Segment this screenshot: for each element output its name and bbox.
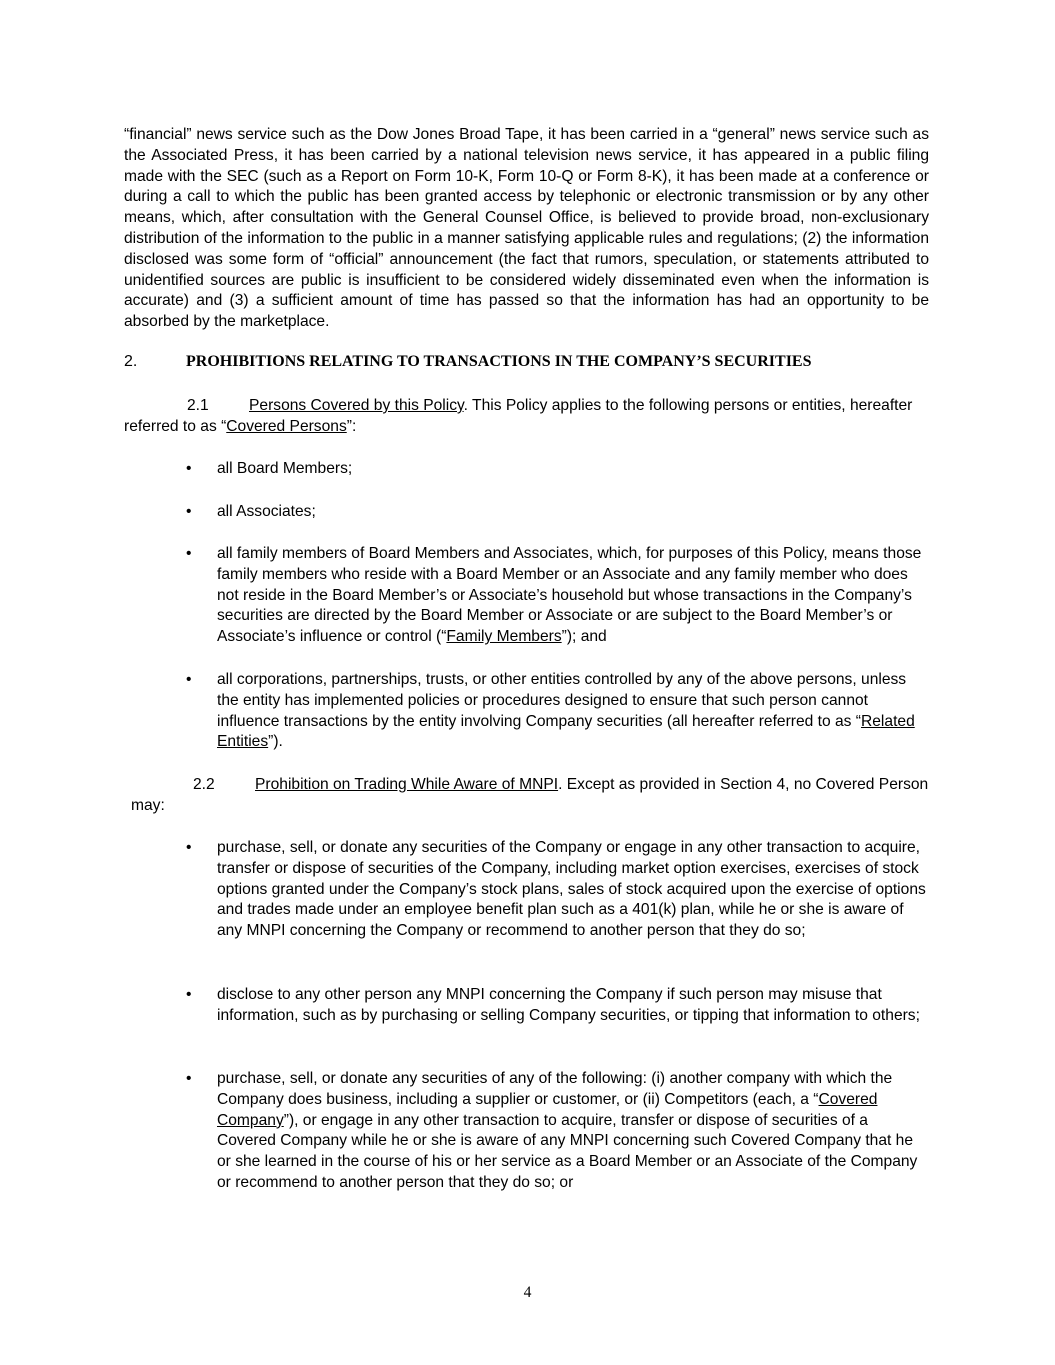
list-item-text <box>217 544 926 648</box>
subsection-heading: Persons Covered by this Policy <box>249 397 464 414</box>
list-item-text: all Board Members; <box>217 460 353 477</box>
item-text-end: ”). <box>268 733 283 751</box>
bullet-icon: • <box>186 1070 192 1087</box>
defined-term: Covered Company <box>217 1090 878 1129</box>
bullet-icon: • <box>186 460 192 477</box>
subsection-text-end: ”: <box>346 417 357 435</box>
subsection-number: 2.1 <box>187 397 209 414</box>
subsection-text: . This Policy applies to the following persons or entities, hereafter referred to as “ <box>124 397 913 435</box>
section-2-1-paragraph <box>124 396 934 438</box>
section-2-heading <box>124 353 924 371</box>
subsection-text: . Except as provided in Section 4, no Covered Person may: <box>131 776 929 814</box>
bullet-icon: • <box>186 839 192 856</box>
section-2-2-paragraph <box>131 775 931 817</box>
item-text: all family members of Board Members and Associates, which, for purposes of this Policy, means those family members who reside with a Board Member or an Associate and any family member who does not reside in the Board Member’s or Associate’s household but whose transactions in the Company’s securities are directed by the Board Member or Associate or are subject to the Board Member’s or Associate’s influence or control (“ <box>217 545 922 646</box>
subsection-number: 2.2 <box>193 776 215 793</box>
item-text: all corporations, partnerships, trusts, or other entities controlled by any of the above persons, unless the entity has implemented policies or procedures designed to ensure that such person cannot influence transactions by the entity involving Company securities (all hereafter referred to as “ <box>217 671 907 730</box>
section-title: PROHIBITIONS RELATING TO TRANSACTIONS IN THE COMPANY’S SECURITIES <box>186 353 812 370</box>
bullet-icon: • <box>186 986 192 1003</box>
item-text-end: ”); and <box>561 628 607 646</box>
intro-paragraph: “financial” news service such as the Dow Jones Broad Tape, it has been carried in a “general” news service such as the Associated Press, it has been carried by a national television news service, it has appeared in a public filing made with the SEC (such as a Report on Form 10-K, Form 10-Q or Form 8-K), it has been made at a conference or during a call to which the public has been granted access by telephonic or electronic transmission or by any other means, which, after consultation with the General Counsel Office, is believed to provide broad, non-exclusionary distribution of the information to the public in a manner satisfying applicable rules and regulations; (2) the information disclosed was some form of “official” announcement (the fact that rumors, speculation, or statements attributed to unidentified sources are public is insufficient to be considered widely disseminated even when the information is accurate) and (3) a sufficient amount of time has passed so that the information has had an opportunity to be absorbed by the marketplace. <box>124 126 929 331</box>
list-item-text: all Associates; <box>217 503 316 520</box>
list-item-text <box>217 1069 926 1194</box>
page-number: 4 <box>523 1284 532 1301</box>
bullet-icon: • <box>186 503 192 520</box>
section-number: 2. <box>124 353 138 370</box>
bullet-icon: • <box>186 671 192 688</box>
subsection-heading: Prohibition on Trading While Aware of MNPI <box>255 776 559 793</box>
bullet-icon: • <box>186 545 192 562</box>
list-item-text <box>217 670 926 753</box>
defined-term: Covered Persons <box>226 417 347 435</box>
list-item-text: purchase, sell, or donate any securities of the Company or engage in any other transaction to acquire, transfer or dispose of securities of the Company, including market option exercises, exercises of stock options granted under the Company’s stock plans, sales of stock acquired upon the exercise of options and trades made under an employee benefit plan such as a 401(k) plan, while he or she is aware of any MNPI concerning the Company or recommend to another person that they do so; <box>217 839 926 940</box>
item-text-end: ”), or engage in any other transaction to acquire, transfer or dispose of securities of a Covered Company while he or she is aware of any MNPI concerning such Covered Company that he or she learned in the course of his or her service as a Board Member or an Associate of the Company or recommend to another person that they do so; or <box>217 1111 918 1191</box>
item-text: purchase, sell, or donate any securities of any of the following: (i) another company with which the Company does business, including a supplier or customer, or (ii) Competitors (each, a “ <box>217 1070 893 1108</box>
defined-term: Related Entities <box>217 712 915 751</box>
defined-term: Family Members <box>446 628 562 646</box>
list-item-text: disclose to any other person any MNPI concerning the Company if such person may misuse that information, such as by purchasing or selling Company securities, or tipping that information to others; <box>217 986 920 1024</box>
